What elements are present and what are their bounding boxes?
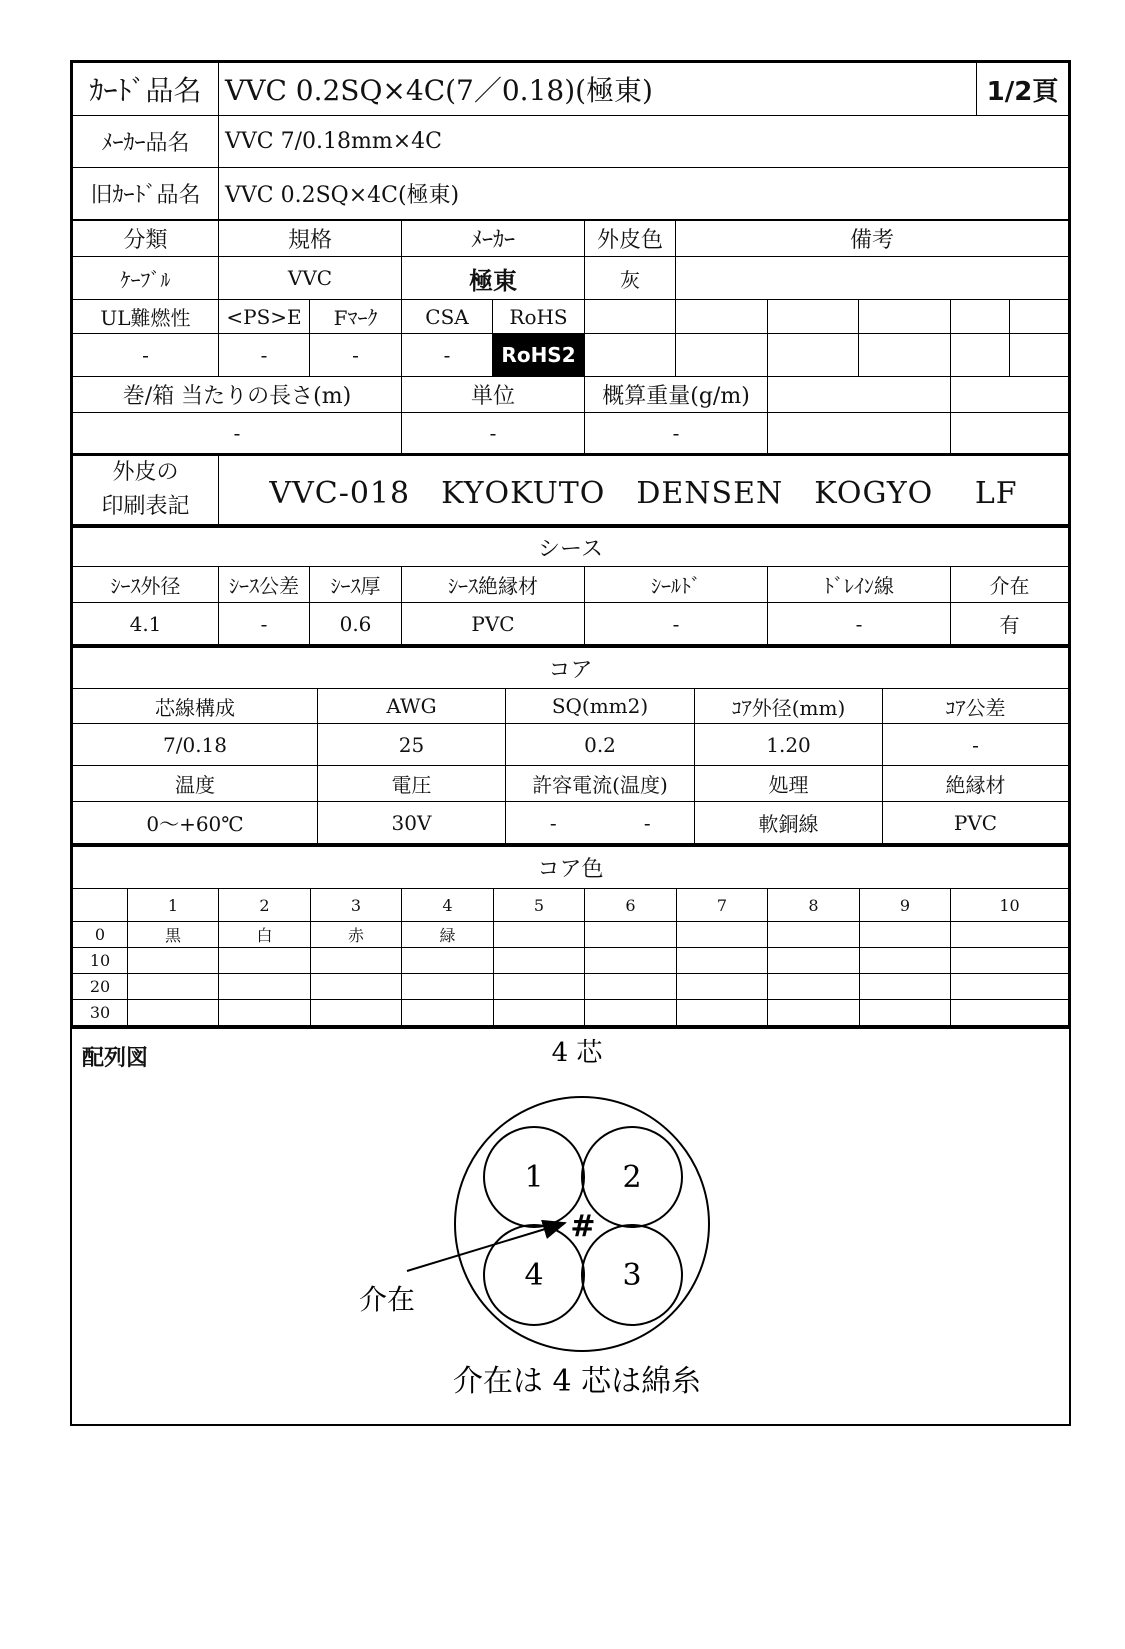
core-color-cell (585, 974, 677, 1000)
core-color-cell (402, 1000, 494, 1026)
header-table (72, 62, 1069, 220)
core-color-cell (677, 948, 768, 974)
card-label: ｶｰﾄﾞ品名 (73, 63, 219, 116)
col-1: 1 (128, 889, 219, 922)
page-number: 1/2頁 (977, 63, 1069, 116)
core-color-cell (768, 974, 860, 1000)
table-row (73, 974, 1069, 1000)
core-color-cell (860, 948, 951, 974)
filler-value: 有 (951, 603, 1069, 645)
core-color-cell (768, 948, 860, 974)
core-color-cell (860, 974, 951, 1000)
core-color-cell (585, 922, 677, 948)
cross-section-svg (72, 1029, 1069, 1424)
current-temp-value: - (601, 802, 695, 844)
core-color-cell: 緑 (402, 922, 494, 948)
core-color-cell (860, 922, 951, 948)
core-color-cell (860, 1000, 951, 1026)
col-9: 9 (860, 889, 951, 922)
class-value: ｹｰﾌﾞﾙ (73, 257, 219, 300)
csa-header: CSA (402, 300, 493, 334)
cores-label: 4 芯 (551, 1038, 603, 1068)
rohs-header: RoHS (493, 300, 585, 334)
core-color-cell (494, 922, 585, 948)
current-value: - (506, 802, 601, 844)
maker-value: VVC 7/0.18mm×4C (219, 116, 1069, 168)
print-label (73, 455, 219, 525)
sq-value: 0.2 (506, 724, 695, 766)
core-number-3: 3 (622, 1258, 642, 1293)
standard-value: VVC (219, 257, 402, 300)
ul-header: UL難燃性 (73, 300, 219, 334)
table-row (73, 922, 1069, 948)
print-label-line1: 外皮の (112, 460, 179, 485)
sheath-insul-header: ｼｰｽ絶縁材 (402, 567, 585, 603)
fmark-value: - (310, 334, 402, 377)
sheath-insul-value: PVC (402, 603, 585, 645)
col-2: 2 (219, 889, 311, 922)
core-color-cell (768, 1000, 860, 1026)
core-color-cell: 赤 (311, 922, 402, 948)
sheath-thick-header: ｼｰｽ厚 (310, 567, 402, 603)
col-10: 10 (951, 889, 1069, 922)
remarks-header: 備考 (676, 221, 1069, 257)
pse-value: - (219, 334, 310, 377)
core-color-cell (494, 974, 585, 1000)
core-color-cell (951, 922, 1069, 948)
core-color-cell (219, 948, 311, 974)
conductor-header: 芯線構成 (73, 689, 318, 724)
class-header: 分類 (73, 221, 219, 257)
filler-symbol: # (570, 1209, 596, 1244)
core-color-cell (494, 948, 585, 974)
table-row (73, 948, 1069, 974)
sheath-od-header: ｼｰｽ外径 (73, 567, 219, 603)
spec-grid (72, 220, 1069, 525)
drain-header: ﾄﾞﾚｲﾝ線 (768, 567, 951, 603)
maker-header: ﾒｰｶｰ (402, 221, 585, 257)
length-header: 巻/箱 当たりの長さ(m) (73, 377, 402, 413)
weight-value: - (585, 413, 768, 455)
core-color-title: コア色 (73, 846, 1069, 889)
core-color-cell (311, 948, 402, 974)
jacket-color-header: 外皮色 (585, 221, 676, 257)
core-color-cell (402, 948, 494, 974)
maker-value-cell: 極東 (402, 257, 585, 300)
core-color-cell (128, 974, 219, 1000)
weight-header: 概算重量(g/m) (585, 377, 768, 413)
core-od-value: 1.20 (695, 724, 883, 766)
sheath-tol-header: ｼｰｽ公差 (219, 567, 310, 603)
core-number-1: 1 (524, 1160, 544, 1195)
col-3: 3 (311, 889, 402, 922)
filler-header: 介在 (951, 567, 1069, 603)
sheath-thick-value: 0.6 (310, 603, 402, 645)
spec-sheet (70, 60, 1071, 1426)
core-od-header: ｺｱ外径(mm) (695, 689, 883, 724)
voltage-header: 電圧 (318, 766, 506, 802)
awg-header: AWG (318, 689, 506, 724)
ul-value: - (73, 334, 219, 377)
pse-header: <PS>E (219, 300, 310, 334)
row-label: 20 (73, 974, 128, 1000)
core-tol-header: ｺｱ公差 (883, 689, 1069, 724)
core-color-cell (219, 1000, 311, 1026)
old-card-value: VVC 0.2SQ×4C(極東) (219, 168, 1069, 220)
core-color-cell (219, 974, 311, 1000)
temp-header: 温度 (73, 766, 318, 802)
core-table (72, 645, 1069, 844)
unit-value: - (402, 413, 585, 455)
core-number-2: 2 (622, 1160, 642, 1195)
core-color-cell (677, 922, 768, 948)
core-color-cell (951, 948, 1069, 974)
arrangement-diagram (72, 1026, 1069, 1424)
table-row (73, 1000, 1069, 1026)
core-color-cell (311, 974, 402, 1000)
core-title: コア (73, 647, 1069, 689)
remarks-value (676, 257, 1069, 300)
maker-label: ﾒｰｶｰ品名 (73, 116, 219, 168)
row-label: 10 (73, 948, 128, 974)
core-color-cell (128, 948, 219, 974)
shield-header: ｼｰﾙﾄﾞ (585, 567, 768, 603)
sheath-od-value: 4.1 (73, 603, 219, 645)
standard-header: 規格 (219, 221, 402, 257)
core-number-4: 4 (524, 1258, 544, 1293)
col-7: 7 (677, 889, 768, 922)
core-color-cell (494, 1000, 585, 1026)
core-color-cell (402, 974, 494, 1000)
diagram-note: 介在は 4 芯は綿糸 (452, 1364, 702, 1399)
core-color-cell (311, 1000, 402, 1026)
old-card-label: 旧ｶｰﾄﾞ品名 (73, 168, 219, 220)
core-color-table (72, 844, 1069, 1026)
insulation-header: 絶縁材 (883, 766, 1069, 802)
col-8: 8 (768, 889, 860, 922)
row-label: 0 (73, 922, 128, 948)
sq-header: SQ(mm2) (506, 689, 695, 724)
fmark-header: Fﾏｰｸ (310, 300, 402, 334)
unit-header: 単位 (402, 377, 585, 413)
core-color-cell (677, 974, 768, 1000)
shield-value: - (585, 603, 768, 645)
length-value: - (73, 413, 402, 455)
print-text: VVC-018 KYOKUTO DENSEN KOGYO LF (219, 455, 1069, 525)
rohs-value: RoHS2 (493, 334, 585, 377)
treatment-value: 軟銅線 (695, 802, 883, 844)
sheath-table (72, 525, 1069, 645)
core-color-cell (677, 1000, 768, 1026)
insulation-value: PVC (883, 802, 1069, 844)
row-label: 30 (73, 1000, 128, 1026)
awg-value: 25 (318, 724, 506, 766)
core-color-header-row (73, 889, 1069, 922)
col-6: 6 (585, 889, 677, 922)
core-color-cell (128, 1000, 219, 1026)
voltage-value: 30V (318, 802, 506, 844)
col-4: 4 (402, 889, 494, 922)
col-5: 5 (494, 889, 585, 922)
filler-label: 介在 (358, 1283, 416, 1316)
sheath-tol-value: - (219, 603, 310, 645)
core-tol-value: - (883, 724, 1069, 766)
core-color-cell (768, 922, 860, 948)
csa-value: - (402, 334, 493, 377)
core-color-cell: 黒 (128, 922, 219, 948)
temp-value: 0～+60℃ (73, 802, 318, 844)
print-label-line2: 印刷表記 (101, 494, 190, 519)
core-color-cell (951, 1000, 1069, 1026)
diagram-title: 配列図 (82, 1046, 149, 1071)
core-color-cell (585, 1000, 677, 1026)
current-header: 許容電流(温度) (506, 766, 695, 802)
card-value: VVC 0.2SQ×4C(7／0.18)(極東) (219, 63, 977, 116)
core-color-cell (585, 948, 677, 974)
sheath-title: シース (73, 527, 1069, 567)
drain-value: - (768, 603, 951, 645)
jacket-color-value: 灰 (585, 257, 676, 300)
conductor-value: 7/0.18 (73, 724, 318, 766)
core-color-cell: 白 (219, 922, 311, 948)
treatment-header: 処理 (695, 766, 883, 802)
core-color-cell (951, 974, 1069, 1000)
